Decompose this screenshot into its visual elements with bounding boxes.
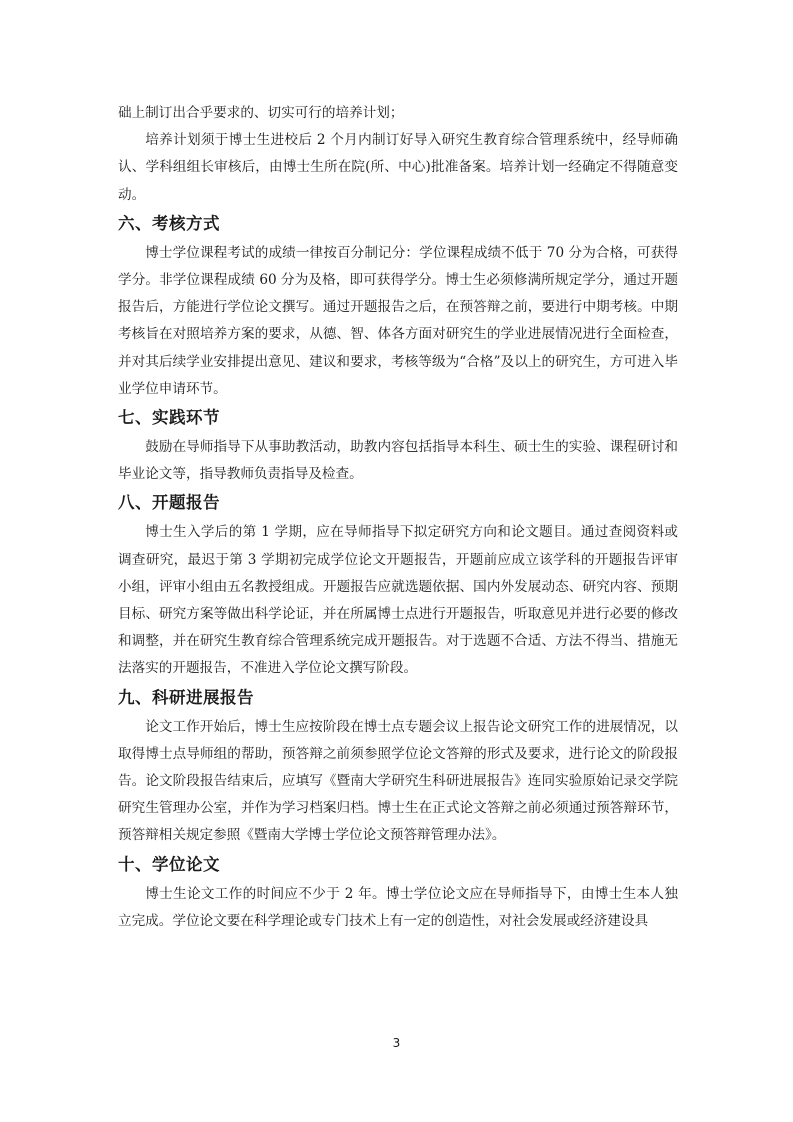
section-heading-proposal: 八、开题报告 bbox=[118, 493, 220, 513]
section-heading-assessment: 六、考核方式 bbox=[118, 213, 220, 233]
paragraph-continuation: 础上制订出合乎要求的、切实可行的培养计划； bbox=[118, 105, 404, 121]
paragraph-progress-report: 论文工作开始后，博士生应按阶段在博士点专题会议上报告论文研究工作的进展情况，以取得博士点导师组的帮助，预答辩之前须参照学位论文答辩的形式及要求，进行论文的阶段报告。论文阶段报告结束后，应填写《暨南大学研究生科研进展报告》连同实验原始记录交学院研究生管理办公室，并作为学习档案归档。博士生在正式论文答辩之前必须通过预答辩环节，预答辩相关规定参照《暨南大学博士学位论文预答辩管理办法》。 bbox=[118, 718, 678, 844]
section-heading-dissertation: 十、学位论文 bbox=[118, 854, 220, 874]
paragraph-training-plan: 培养计划须于博士生进校后 2 个月内制订好导入研究生教育综合管理系统中，经导师确认、学科组组长审核后，由博士生所在院(所、中心)批准备案。培养计划一经确定不得随意变动。 bbox=[118, 132, 678, 203]
page-number: 3 bbox=[392, 1036, 401, 1050]
paragraph-practice: 鼓励在导师指导下从事助教活动，助教内容包括指导本科生、硕士生的实验、课程研讨和毕业论文等，指导教师负责指导及检查。 bbox=[118, 439, 678, 483]
paragraph-proposal: 博士生入学后的第 1 学期，应在导师指导下拟定研究方向和论文题目。通过查阅资料或调查研究，最迟于第 3 学期初完成学位论文开题报告，开题前应成立该学科的开题报告评审小组，评审小组由五名教授组成。开题报告应就选题依据、国内外发展动态、研究内容、预期目标、研究方案等做出科学论证，并在所属博士点进行开题报告，听取意见并进行必要的修改和调整，并在研究生教育综合管理系统完成开题报告。对于选题不合适、方法不得当、措施无法落实的开题报告，不准进入学位论文撰写阶段。 bbox=[118, 524, 678, 677]
page-content bbox=[118, 100, 678, 935]
paragraph-assessment: 博士学位课程考试的成绩一律按百分制记分：学位课程成绩不低于 70 分为合格，可获得学分。非学位课程成绩 60 分为及格，即可获得学分。博士生必须修满所规定学分，通过开题报告后，方能进行学位论文撰写。通过开题报告之后，在预答辩之前，要进行中期考核。中期考核旨在对照培养方案的要求，从德、智、体各方面对研究生的学业进展情况进行全面检查，并对其后续学业安排提出意见、建议和要求，考核等级为“合格”及以上的研究生，方可进入毕业学位申请环节。 bbox=[118, 244, 678, 397]
section-heading-progress-report: 九、科研进展报告 bbox=[118, 687, 254, 707]
section-heading-practice: 七、实践环节 bbox=[118, 408, 220, 428]
paragraph-dissertation: 博士生论文工作的时间应不少于 2 年。博士学位论文应在导师指导下，由博士生本人独立完成。学位论文要在科学理论或专门技术上有一定的创造性，对社会发展或经济建设具 bbox=[118, 885, 678, 929]
